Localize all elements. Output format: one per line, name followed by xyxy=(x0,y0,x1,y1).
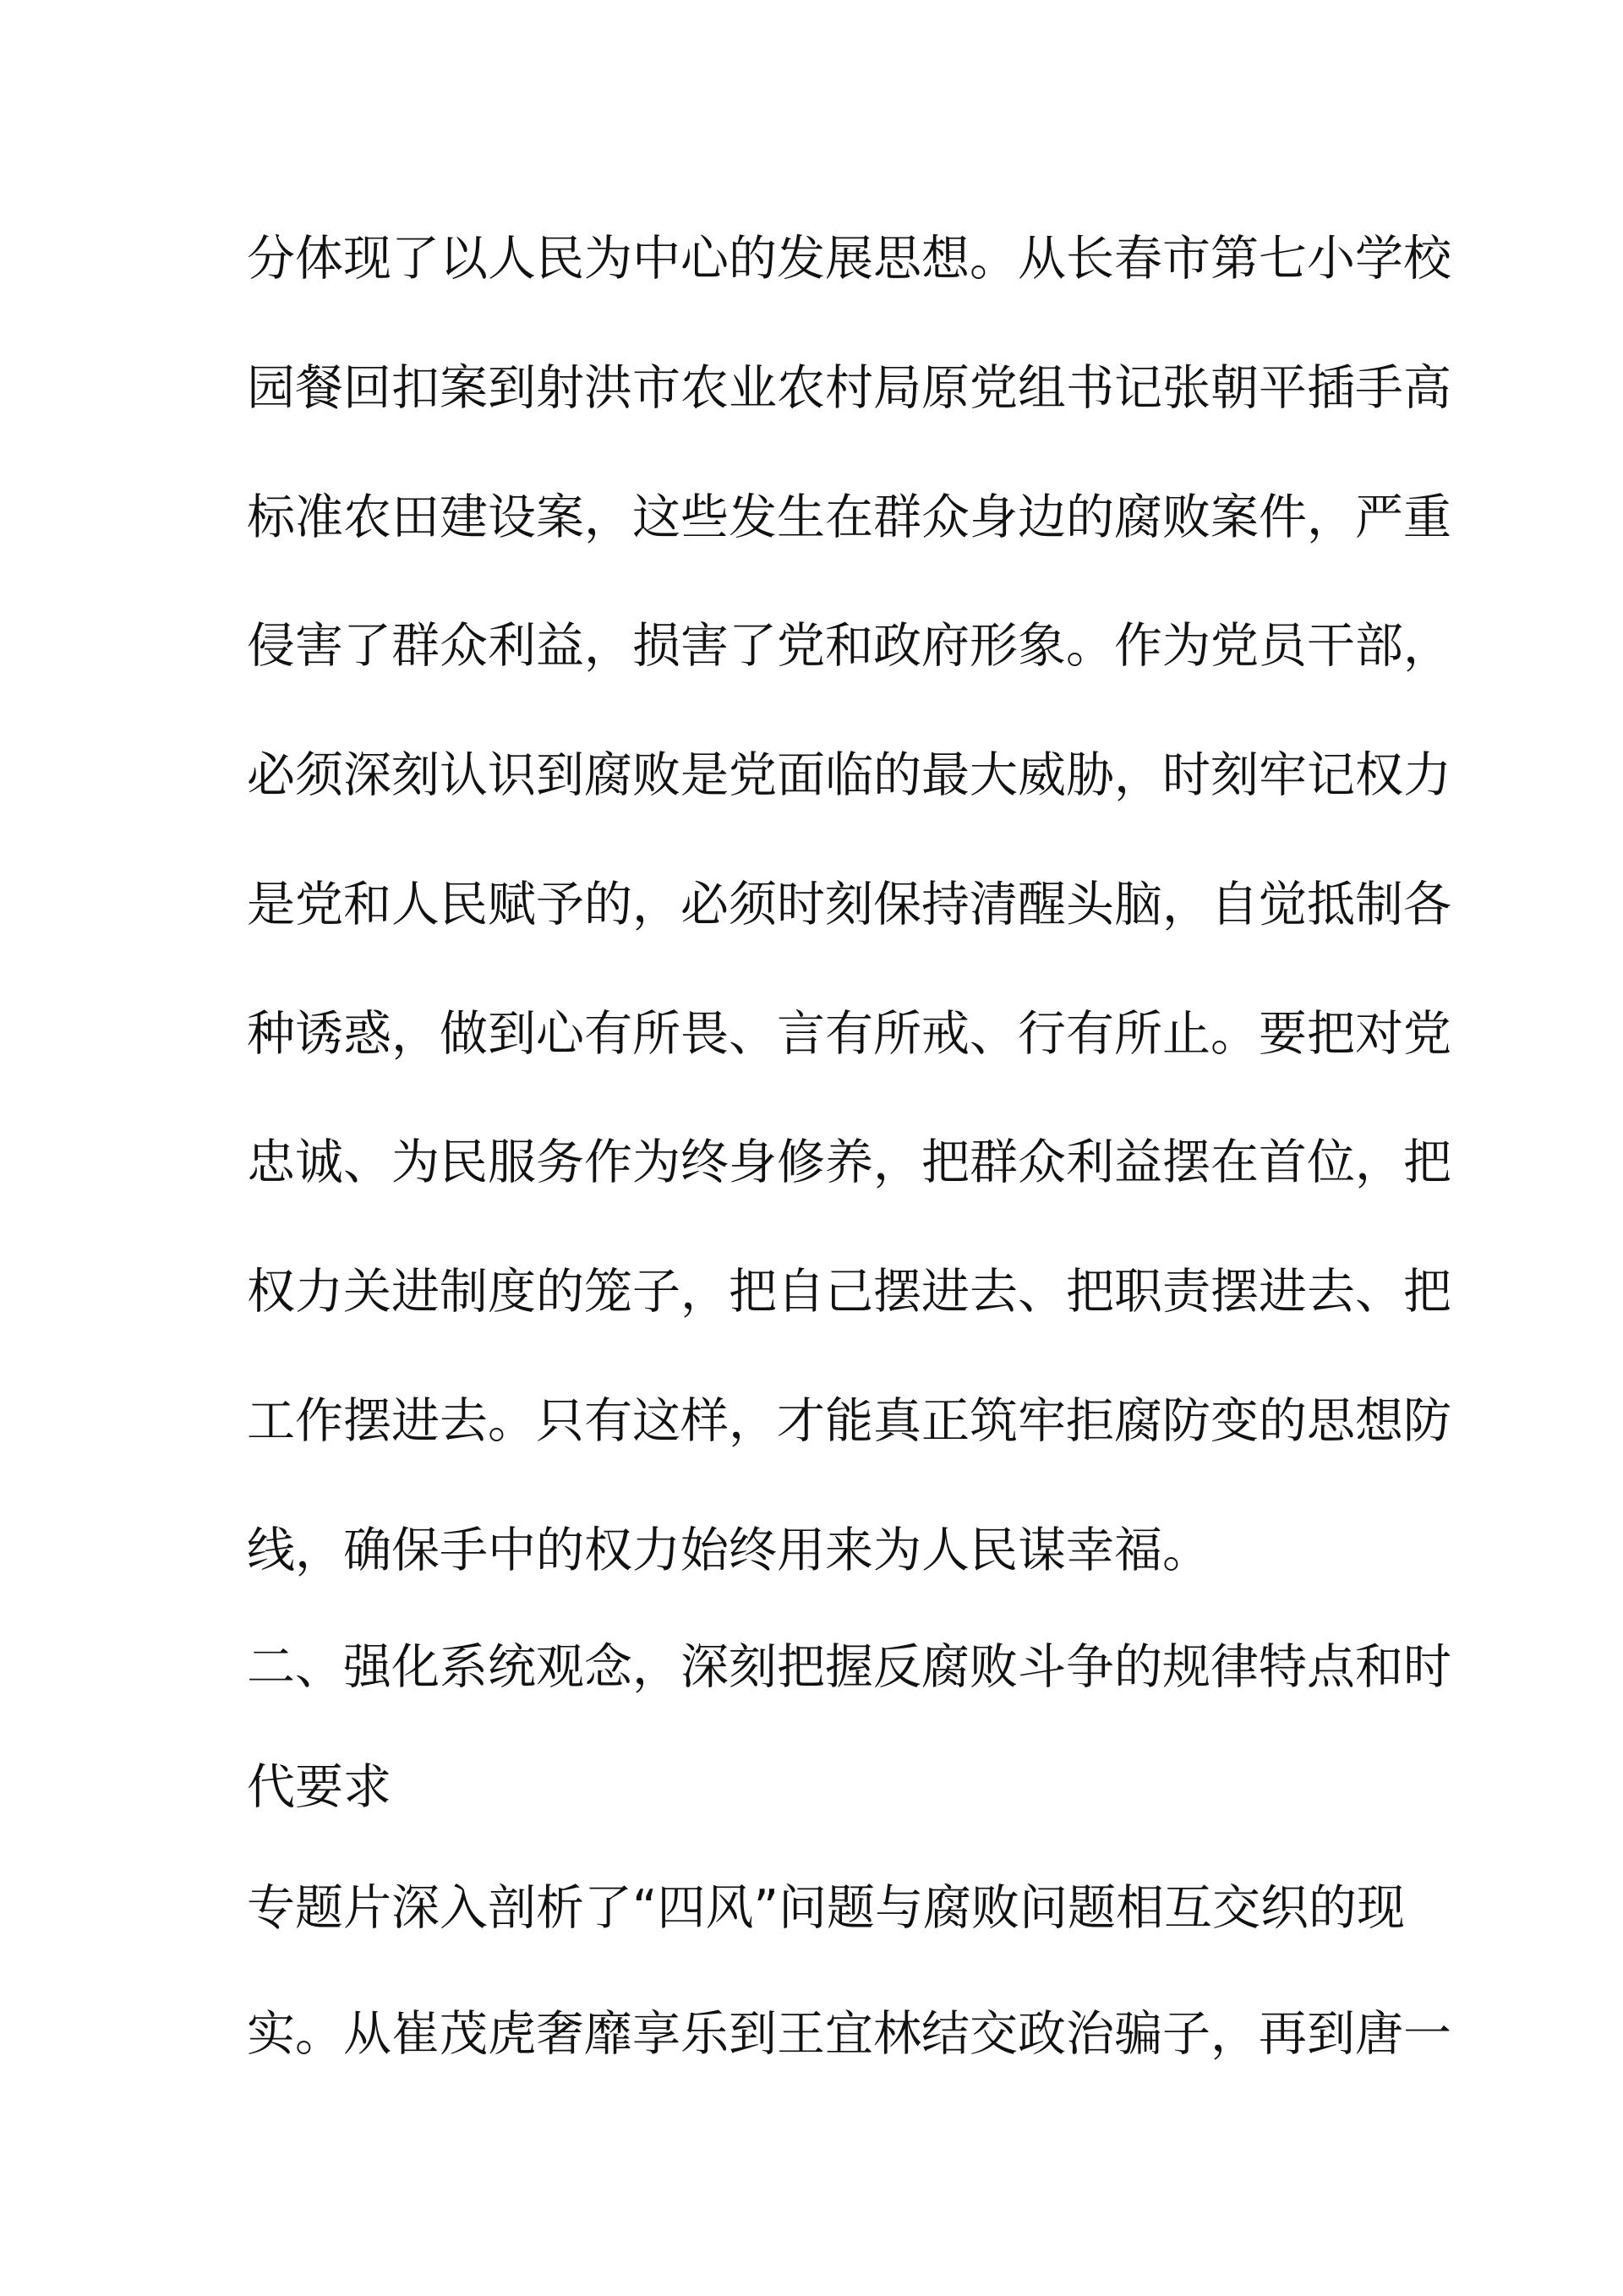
section-heading-line: 二、强化系统观念，深刻把握反腐败斗争的规律特点和时 xyxy=(247,1639,1451,1695)
paragraph-line: 园餐回扣案到射洪市农业农村局原党组书记张朝平插手高 xyxy=(247,360,1451,416)
paragraph-line: 权力关进制度的笼子，把自己摆进去、把职责摆进去、把 xyxy=(247,1264,1451,1320)
paragraph-line: 忠诚、为民服务作为终身修养，把群众利益摆在首位，把 xyxy=(247,1134,1451,1190)
paragraph-line: 标准农田建设案，这些发生在群众身边的腐败案件，严重 xyxy=(247,489,1451,545)
paragraph-line: 工作摆进去。只有这样，才能真正筑牢拒腐防变的思想防 xyxy=(247,1393,1451,1449)
paragraph-line: 是党和人民赋予的，必须时刻保持清醒头脑，自觉抵制各 xyxy=(247,877,1451,932)
paragraph-line: 侵害了群众利益，损害了党和政府形象。作为党员干部， xyxy=(247,618,1451,674)
paragraph-line: 线，确保手中的权力始终用来为人民谋幸福。 xyxy=(247,1522,1210,1578)
paragraph-line: 专题片深入剖析了“四风”问题与腐败问题相互交织的现 xyxy=(247,1880,1406,1936)
paragraph-line: 种诱惑，做到心有所畏、言有所戒、行有所止。要把对党 xyxy=(247,1006,1451,1062)
paragraph-line: 必须深刻认识到腐败是党面临的最大威胁，时刻牢记权力 xyxy=(247,747,1451,803)
section-heading-line: 代要求 xyxy=(247,1759,391,1815)
paragraph-line: 实。从崔茂虎奢靡享乐到王宜林结交政治骗子，再到唐一 xyxy=(247,2006,1451,2062)
paragraph-line: 分体现了以人民为中心的发展思想。从长春市第七小学校 xyxy=(247,231,1451,287)
